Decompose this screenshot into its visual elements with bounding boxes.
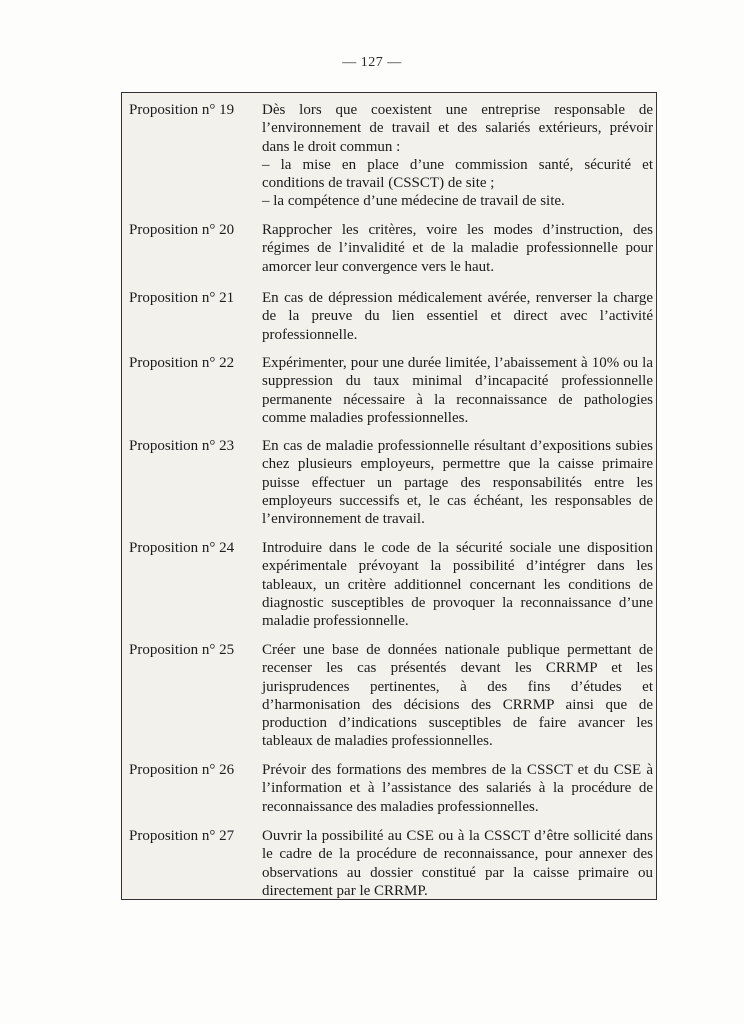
proposition-paragraph: En cas de maladie professionnelle résultant d’expositions subies chez plusieurs employeurs, permettre que la caisse primaire puisse effectuer un partage des responsabilités entre les employeurs successifs et, le cas échéant, les responsables de l’environnement de travail.	[262, 438, 653, 528]
proposition-paragraph: Introduire dans le code de la sécurité sociale une disposition expérimentale prévoyant la possibilité d’intégrer dans les tableaux, un critère additionnel concernant les conditions de diagnostic susceptibles de provoquer la reconnaissance d’une maladie professionnelle.	[262, 540, 653, 630]
proposition-paragraph: Prévoir des formations des membres de la CSSCT et du CSE à l’information et à l’assistance des salariés à la procédure de reconnaissance des maladies professionnelles.	[262, 762, 653, 815]
propositions-table	[121, 92, 657, 900]
proposition-text	[262, 289, 653, 344]
proposition-paragraph: Dès lors que coexistent une entreprise responsable de l’environnement de travail et des salariés extérieurs, prévoir dans le droit commun :	[262, 102, 653, 155]
proposition-label: Proposition n° 22	[129, 355, 235, 371]
proposition-label: Proposition n° 24	[129, 540, 235, 556]
proposition-label: Proposition n° 20	[129, 222, 235, 238]
proposition-text	[262, 354, 653, 427]
proposition-bullet: – la mise en place d’une commission santé, sécurité et conditions de travail (CSSCT) de site ;	[262, 156, 653, 192]
proposition-paragraph: En cas de dépression médicalement avérée, renverser la charge de la preuve du lien essentiel et direct avec l’activité professionnelle.	[262, 290, 653, 343]
page-number: — 127 —	[342, 55, 402, 70]
proposition-label: Proposition n° 21	[129, 290, 235, 306]
proposition-label: Proposition n° 26	[129, 762, 235, 778]
proposition-label: Proposition n° 25	[129, 642, 235, 658]
proposition-text	[262, 437, 653, 528]
proposition-text	[262, 221, 653, 276]
proposition-paragraph: Créer une base de données nationale publique permettant de recenser les cas présentés devant les CRRMP et les jurisprudences pertinentes, à des fins d’études et d’harmonisation des décisions des CRRMP ainsi que de production d’indications susceptibles de faire avancer les tableaux de maladies professionnelles.	[262, 642, 653, 750]
proposition-text	[262, 539, 653, 630]
proposition-bullet: – la compétence d’une médecine de travail de site.	[262, 193, 565, 210]
proposition-text	[262, 101, 653, 211]
proposition-text	[262, 641, 653, 751]
proposition-label: Proposition n° 19	[129, 102, 235, 118]
proposition-paragraph: Rapprocher les critères, voire les modes d’instruction, des régimes de l’invalidité et de la maladie professionnelle pour amorcer leur convergence vers le haut.	[262, 222, 653, 275]
proposition-paragraph: Expérimenter, pour une durée limitée, l’abaissement à 10% ou la suppression du taux minimal d’incapacité professionnelle permanente nécessaire à la reconnaissance de pathologies comme maladies professionnelles.	[262, 355, 653, 426]
proposition-label: Proposition n° 23	[129, 438, 235, 454]
proposition-text	[262, 761, 653, 816]
proposition-paragraph: Ouvrir la possibilité au CSE ou à la CSSCT d’être sollicité dans le cadre de la procédure de reconnaissance, pour annexer des observations au dossier constitué par la caisse primaire ou directement par le CRRMP.	[262, 828, 653, 899]
proposition-text	[262, 827, 653, 900]
proposition-label: Proposition n° 27	[129, 828, 235, 844]
